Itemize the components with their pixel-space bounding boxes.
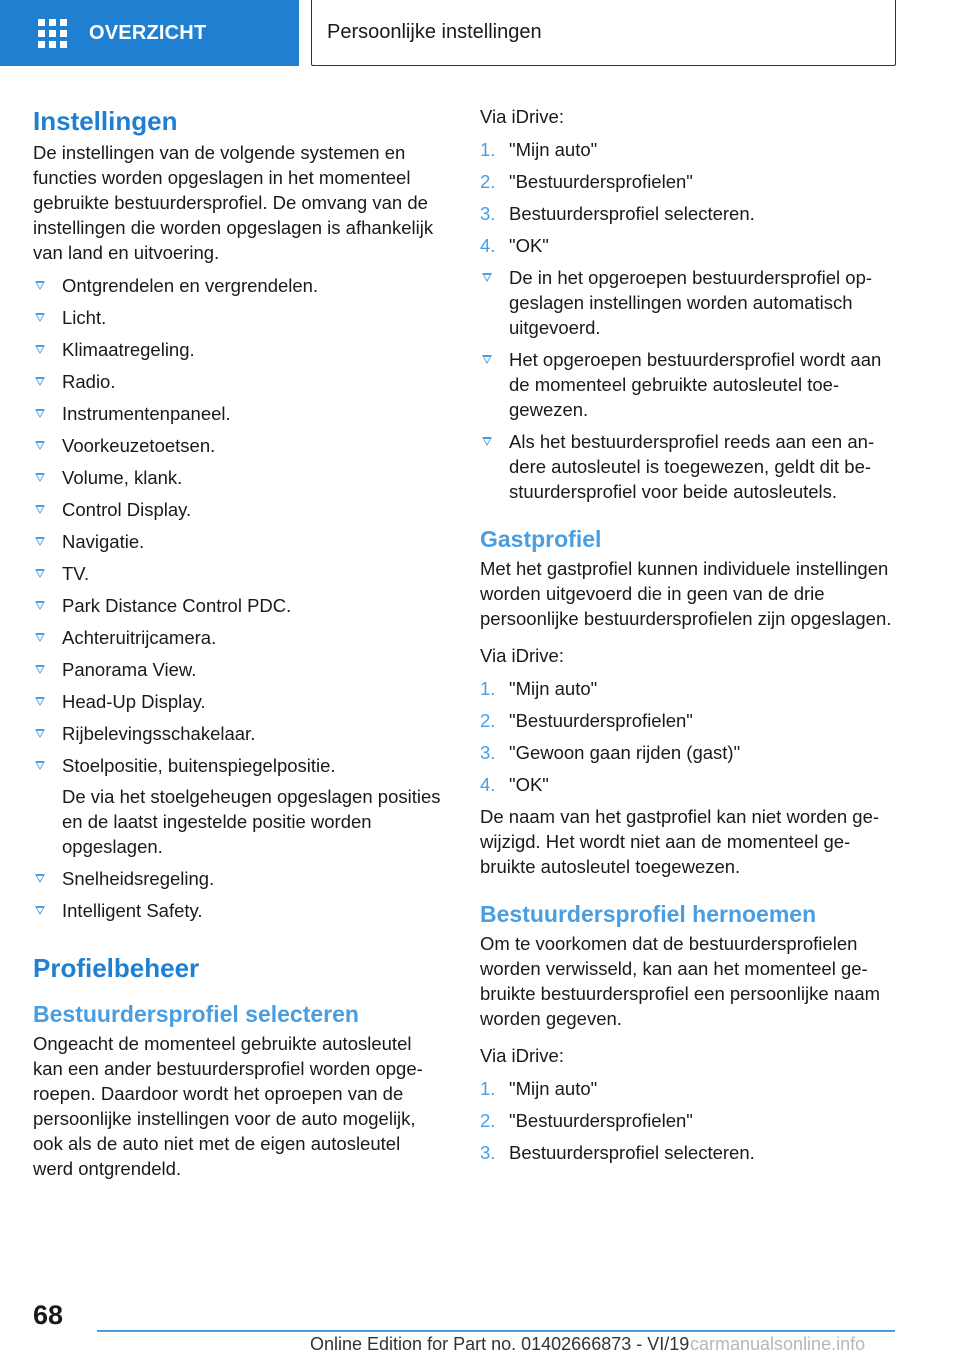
list-item: Rijbelevingsschakelaar.: [33, 721, 445, 746]
section-header: [311, 0, 896, 66]
overview-label: OVERZICHT: [89, 21, 207, 44]
triangle-bullet-icon: [482, 273, 492, 282]
heading-instellingen: Instellingen: [33, 106, 178, 136]
list-item: Park Distance Control PDC.: [33, 593, 445, 618]
list-item: Achteruitrijcamera.: [33, 625, 445, 650]
list-item: Radio.: [33, 369, 445, 394]
list-item: Navigatie.: [33, 529, 445, 554]
heading-profiel-hernoemen: Bestuurdersprofiel hernoemen: [480, 901, 817, 927]
triangle-bullet-icon: [482, 355, 492, 364]
list-item: Volume, klank.: [33, 465, 445, 490]
step-item: 3. Bestuurdersprofiel selecteren.: [480, 203, 755, 224]
triangle-bullet-icon: [35, 313, 45, 322]
heading-gastprofiel: Gastprofiel: [480, 526, 602, 552]
list-item: Ontgrendelen en vergrendelen.: [33, 273, 445, 298]
heading-profielbeheer: Profielbeheer: [33, 953, 200, 983]
triangle-bullet-icon: [35, 505, 45, 514]
step-item: 3. Bestuurdersprofiel selecteren.: [480, 1142, 755, 1163]
settings-list: [33, 273, 445, 923]
list-item: Head-Up Display.: [33, 689, 445, 714]
triangle-bullet-icon: [35, 665, 45, 674]
triangle-bullet-icon: [35, 441, 45, 450]
page-number: 68: [33, 1300, 64, 1330]
list-item: Instrumentenpaneel.: [33, 401, 445, 426]
list-item: Stoelpositie, buitenspiegelpositie. De via het stoelgeheugen opgeslagen posities en de laatst ingestelde positie worden opgeslagen.: [33, 753, 445, 859]
result-list: [480, 265, 895, 504]
selecteren-paragraph: Ongeacht de momenteel gebruikte autosleutel kan een ander bestuurdersprofiel worden opgeroepen. Daardoor wordt het oproepen van de persoonlijke instellingen voor de auto mogelijk, ook als de auto niet met de eigen autosleutel werd ontgrendeld.: [33, 1033, 423, 1179]
triangle-bullet-icon: [482, 437, 492, 446]
triangle-bullet-icon: [35, 761, 45, 770]
triangle-bullet-icon: [35, 906, 45, 915]
list-item: Snelheidsregeling.: [33, 866, 445, 891]
overview-button[interactable]: [0, 0, 299, 66]
triangle-bullet-icon: [35, 281, 45, 290]
triangle-bullet-icon: [35, 569, 45, 578]
steps-list: [480, 137, 895, 258]
list-item: Het opgeroepen bestuurdersprofiel wordt aan de momenteel gebruikte autosleutel toegewezen.: [480, 347, 895, 422]
list-item: TV.: [33, 561, 445, 586]
triangle-bullet-icon: [35, 345, 45, 354]
list-item: Voorkeuzetoetsen.: [33, 433, 445, 458]
list-item: Als het bestuurdersprofiel reeds aan een andere autosleutel is toegewezen, geldt dit bestuurdersprofiel voor beide autosleutels.: [480, 429, 895, 504]
list-item: Control Display.: [33, 497, 445, 522]
step-item: 4. "OK": [480, 235, 549, 256]
via-idrive-label: Via iDrive:: [480, 1045, 564, 1066]
footer-edition: Online Edition for Part no. 01402666873 - VI/19: [310, 1334, 690, 1354]
triangle-bullet-icon: [35, 601, 45, 610]
left-column: [33, 100, 445, 1181]
intro-paragraph: De instellingen van de volgende systemen en functies worden opgeslagen in het momenteel gebruikte bestuurdersprofiel. De omvang van de instellingen die worden opgeslagen is afhankelijk van land en uitvoering.: [33, 142, 434, 263]
step-item: 2. "Bestuurdersprofielen": [480, 1110, 693, 1131]
steps-list: [480, 1076, 895, 1165]
list-item: De in het opgeroepen bestuurdersprofiel opgeslagen instellingen worden automatisch uitgevoerd.: [480, 265, 895, 340]
step-item: 1. "Mijn auto": [480, 678, 598, 699]
triangle-bullet-icon: [35, 409, 45, 418]
right-column: [480, 100, 895, 1172]
heading-profiel-selecteren: Bestuurdersprofiel selecteren: [33, 1001, 359, 1027]
hernoemen-paragraph: Om te voorkomen dat de bestuurdersprofielen worden verwisseld, kan aan het momenteel gebruikte bestuurdersprofiel een persoonlijke naam worden gegeven.: [480, 933, 881, 1029]
list-item: Licht.: [33, 305, 445, 330]
step-item: 2. "Bestuurdersprofielen": [480, 710, 693, 731]
triangle-bullet-icon: [35, 537, 45, 546]
triangle-bullet-icon: [35, 697, 45, 706]
list-item: Intelligent Safety.: [33, 898, 445, 923]
via-idrive-label: Via iDrive:: [480, 106, 564, 127]
triangle-bullet-icon: [35, 729, 45, 738]
grid-menu-icon: [38, 19, 67, 48]
step-item: 2. "Bestuurdersprofielen": [480, 171, 693, 192]
via-idrive-label: Via iDrive:: [480, 645, 564, 666]
triangle-bullet-icon: [35, 377, 45, 386]
triangle-bullet-icon: [35, 874, 45, 883]
step-item: 1. "Mijn auto": [480, 1078, 598, 1099]
list-item: Panorama View.: [33, 657, 445, 682]
step-item: 4. "OK": [480, 774, 549, 795]
step-item: 3. "Gewoon gaan rijden (gast)": [480, 742, 741, 763]
watermark: carmanualsonline.info: [690, 1334, 866, 1354]
list-item: Klimaatregeling.: [33, 337, 445, 362]
triangle-bullet-icon: [35, 473, 45, 482]
section-title: Persoonlijke instellingen: [327, 21, 542, 43]
gast-paragraph: Met het gastprofiel kunnen individuele instellingen worden uitgevoerd die in geen van de drie persoonlijke bestuurdersprofielen zijn opgeslagen.: [480, 558, 892, 629]
steps-list: [480, 676, 895, 797]
step-item: 1. "Mijn auto": [480, 139, 598, 160]
page-header: [0, 0, 960, 66]
gast-naam-paragraph: De naam van het gastprofiel kan niet worden gewijzigd. Het wordt niet aan de momenteel gebruikte autosleutel toegewezen.: [480, 806, 880, 877]
footer-divider: [97, 1330, 895, 1332]
triangle-bullet-icon: [35, 633, 45, 642]
stoel-note: De via het stoelgeheugen opgeslagen posities en de laatst ingestelde positie worden opgeslagen.: [62, 786, 441, 857]
